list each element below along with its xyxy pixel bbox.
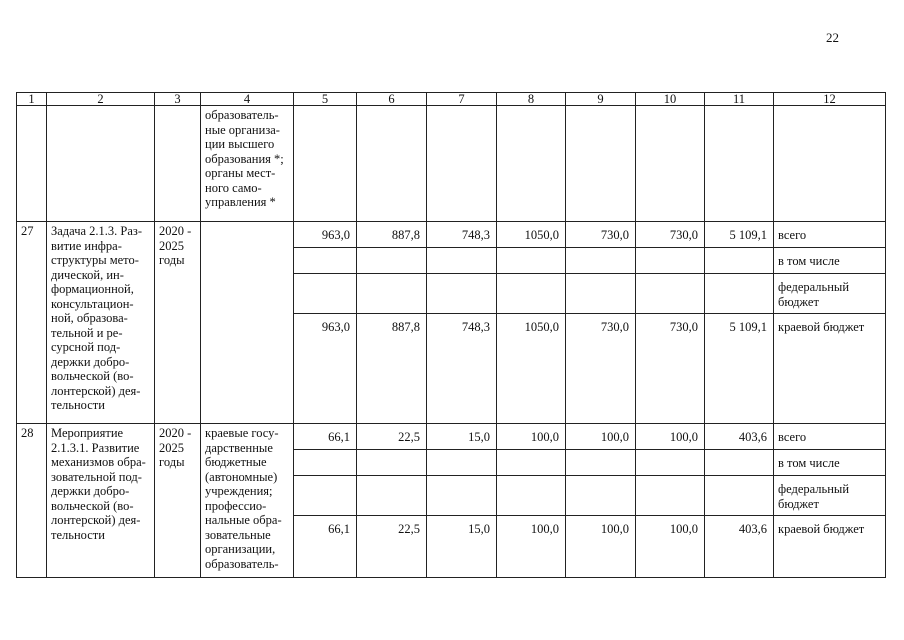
value-cell: [357, 274, 427, 314]
value-cell: 748,3: [427, 314, 497, 424]
column-number: 11: [705, 93, 774, 106]
funding-source: в том числе: [774, 450, 886, 476]
value-cell: 15,0: [427, 424, 497, 450]
value-cell: 730,0: [636, 314, 705, 424]
funding-source: всего: [774, 424, 886, 450]
value-cell: [636, 476, 705, 516]
value-cell: [705, 248, 774, 274]
value-cell: [705, 450, 774, 476]
column-number-row: [17, 93, 886, 106]
column-number: 10: [636, 93, 705, 106]
value-cell: [427, 476, 497, 516]
value-cell: [357, 476, 427, 516]
value-cell: [294, 274, 357, 314]
value-cell: 963,0: [294, 314, 357, 424]
executor-cell: образователь- ные организа- ции высшего образования *; органы мест- ного само- управления *: [201, 106, 294, 222]
executor-cell: [201, 222, 294, 424]
column-number: 4: [201, 93, 294, 106]
value-cell: [294, 450, 357, 476]
value-cell: 730,0: [566, 314, 636, 424]
column-number: 7: [427, 93, 497, 106]
row-number: 27: [17, 222, 47, 424]
value-cell: 5 109,1: [705, 222, 774, 248]
value-cell: 22,5: [357, 424, 427, 450]
value-cell: 1050,0: [497, 314, 566, 424]
value-cell: [636, 450, 705, 476]
value-cell: [497, 274, 566, 314]
funding-source: всего: [774, 222, 886, 248]
value-cell: [294, 476, 357, 516]
funding-source: в том числе: [774, 248, 886, 274]
item-name: Задача 2.1.3. Раз- витие инфра- структуры мето- дической, ин- формационной, консультацион- ной, образова- тельной и ре- сурсной под- держки добро- вольческой (во- лонтерской) дея- тельности: [47, 222, 155, 424]
column-number: 1: [17, 93, 47, 106]
funding-source: федеральный бюджет: [774, 476, 886, 516]
value-cell: [566, 274, 636, 314]
value-cell: 66,1: [294, 424, 357, 450]
column-number: 9: [566, 93, 636, 106]
table-row: [17, 222, 886, 248]
column-number: 6: [357, 93, 427, 106]
column-number: 8: [497, 93, 566, 106]
value-cell: [427, 450, 497, 476]
table-row: [17, 424, 886, 450]
funding-source: краевой бюджет: [774, 314, 886, 424]
value-cell: [357, 450, 427, 476]
column-number: 12: [774, 93, 886, 106]
value-cell: 100,0: [566, 424, 636, 450]
value-cell: 748,3: [427, 222, 497, 248]
column-number: 3: [155, 93, 201, 106]
funding-source: федеральный бюджет: [774, 274, 886, 314]
value-cell: [427, 274, 497, 314]
value-cell: 15,0: [427, 516, 497, 578]
continuation-row: [17, 106, 886, 222]
executor-cell: краевые госу- дарственные бюджетные (автономные) учреждения; профессио- нальные обра- зовательные организации, образователь-: [201, 424, 294, 578]
value-cell: [497, 476, 566, 516]
value-cell: [705, 476, 774, 516]
row-number: 28: [17, 424, 47, 578]
value-cell: 100,0: [636, 516, 705, 578]
value-cell: [566, 450, 636, 476]
value-cell: [636, 248, 705, 274]
value-cell: 100,0: [636, 424, 705, 450]
value-cell: 887,8: [357, 222, 427, 248]
value-cell: 22,5: [357, 516, 427, 578]
value-cell: [497, 248, 566, 274]
value-cell: 1050,0: [497, 222, 566, 248]
value-cell: 100,0: [566, 516, 636, 578]
budget-table: [16, 92, 886, 578]
value-cell: 963,0: [294, 222, 357, 248]
value-cell: 100,0: [497, 424, 566, 450]
period-cell: 2020 - 2025 годы: [155, 424, 201, 578]
value-cell: 887,8: [357, 314, 427, 424]
value-cell: [427, 248, 497, 274]
value-cell: 66,1: [294, 516, 357, 578]
value-cell: 730,0: [636, 222, 705, 248]
value-cell: [705, 274, 774, 314]
column-number: 5: [294, 93, 357, 106]
column-number: 2: [47, 93, 155, 106]
funding-source: краевой бюджет: [774, 516, 886, 578]
value-cell: [357, 248, 427, 274]
period-cell: 2020 - 2025 годы: [155, 222, 201, 424]
value-cell: [566, 248, 636, 274]
value-cell: [294, 248, 357, 274]
value-cell: 730,0: [566, 222, 636, 248]
value-cell: 100,0: [497, 516, 566, 578]
value-cell: 5 109,1: [705, 314, 774, 424]
page-number: 22: [826, 30, 839, 45]
value-cell: [566, 476, 636, 516]
item-name: Мероприятие 2.1.3.1. Развитие механизмов обра- зовательной под- держки добро- вольческой (во- лонтерской) дея- тельности: [47, 424, 155, 578]
value-cell: [497, 450, 566, 476]
value-cell: [636, 274, 705, 314]
value-cell: 403,6: [705, 516, 774, 578]
value-cell: 403,6: [705, 424, 774, 450]
